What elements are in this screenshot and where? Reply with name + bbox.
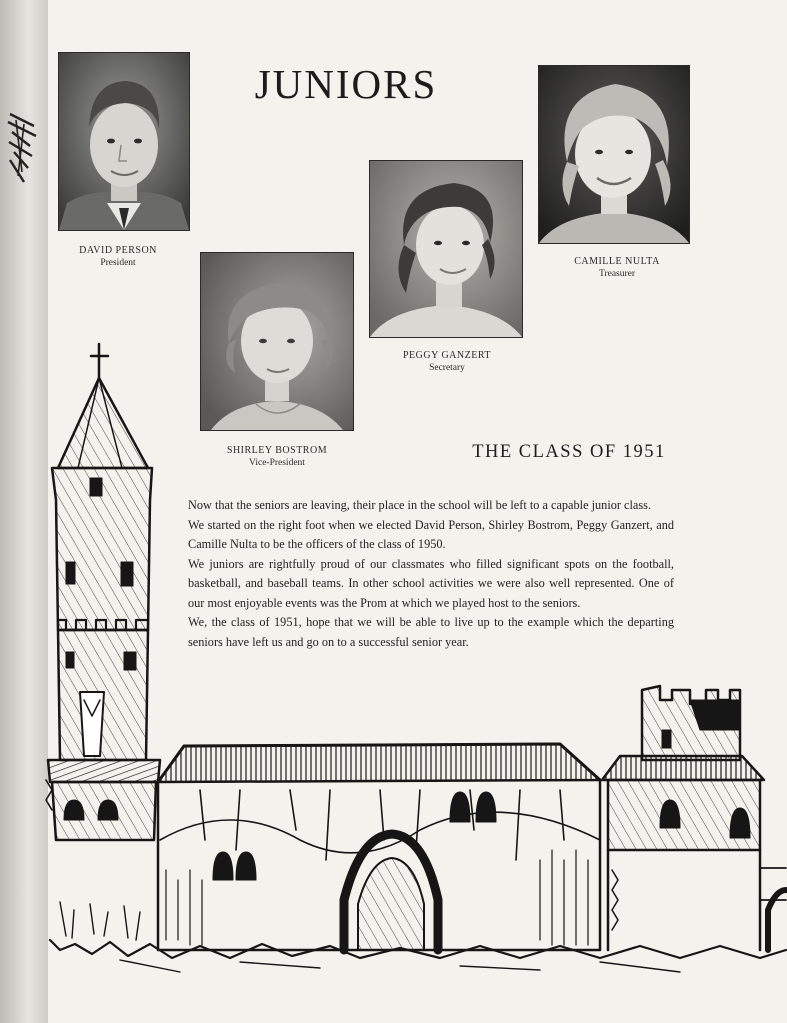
officer-role: Vice-President [249,458,305,468]
officer-name: CAMILLE NULTA [574,256,660,267]
officer-role: Secretary [429,363,465,373]
paragraph: Now that the seniors are leaving, their place in the school will be left to a capable junior class. [188,498,652,512]
section-title: THE CLASS OF 1951 [472,442,666,462]
paragraph: We juniors are rightfully proud of our classmates who filled significant spots on the football, basketball, and baseball teams. In other school activities we were also well represented. One of our most enjoyable events was the Prom at which we played host to the seniors. [188,556,674,610]
page-title: JUNIORS [254,61,438,107]
officer-name: SHIRLEY BOSTROM [226,445,328,456]
officer-role: Treasurer [598,269,636,279]
officer-name: PEGGY GANZERT [402,350,492,361]
officer-name: DAVID PERSON [79,245,157,256]
paragraph: We started on the right foot when we elected David Person, Shirley Bostrom, Peggy Ganzert, and Camille Nulta to be the officers of the class of 1950. [188,517,674,551]
officer-role: President [100,258,136,268]
paragraph: We, the class of 1951, hope that we will be able to live up to the example which the departing seniors have left us and go on to a successful senior year. [188,615,674,649]
